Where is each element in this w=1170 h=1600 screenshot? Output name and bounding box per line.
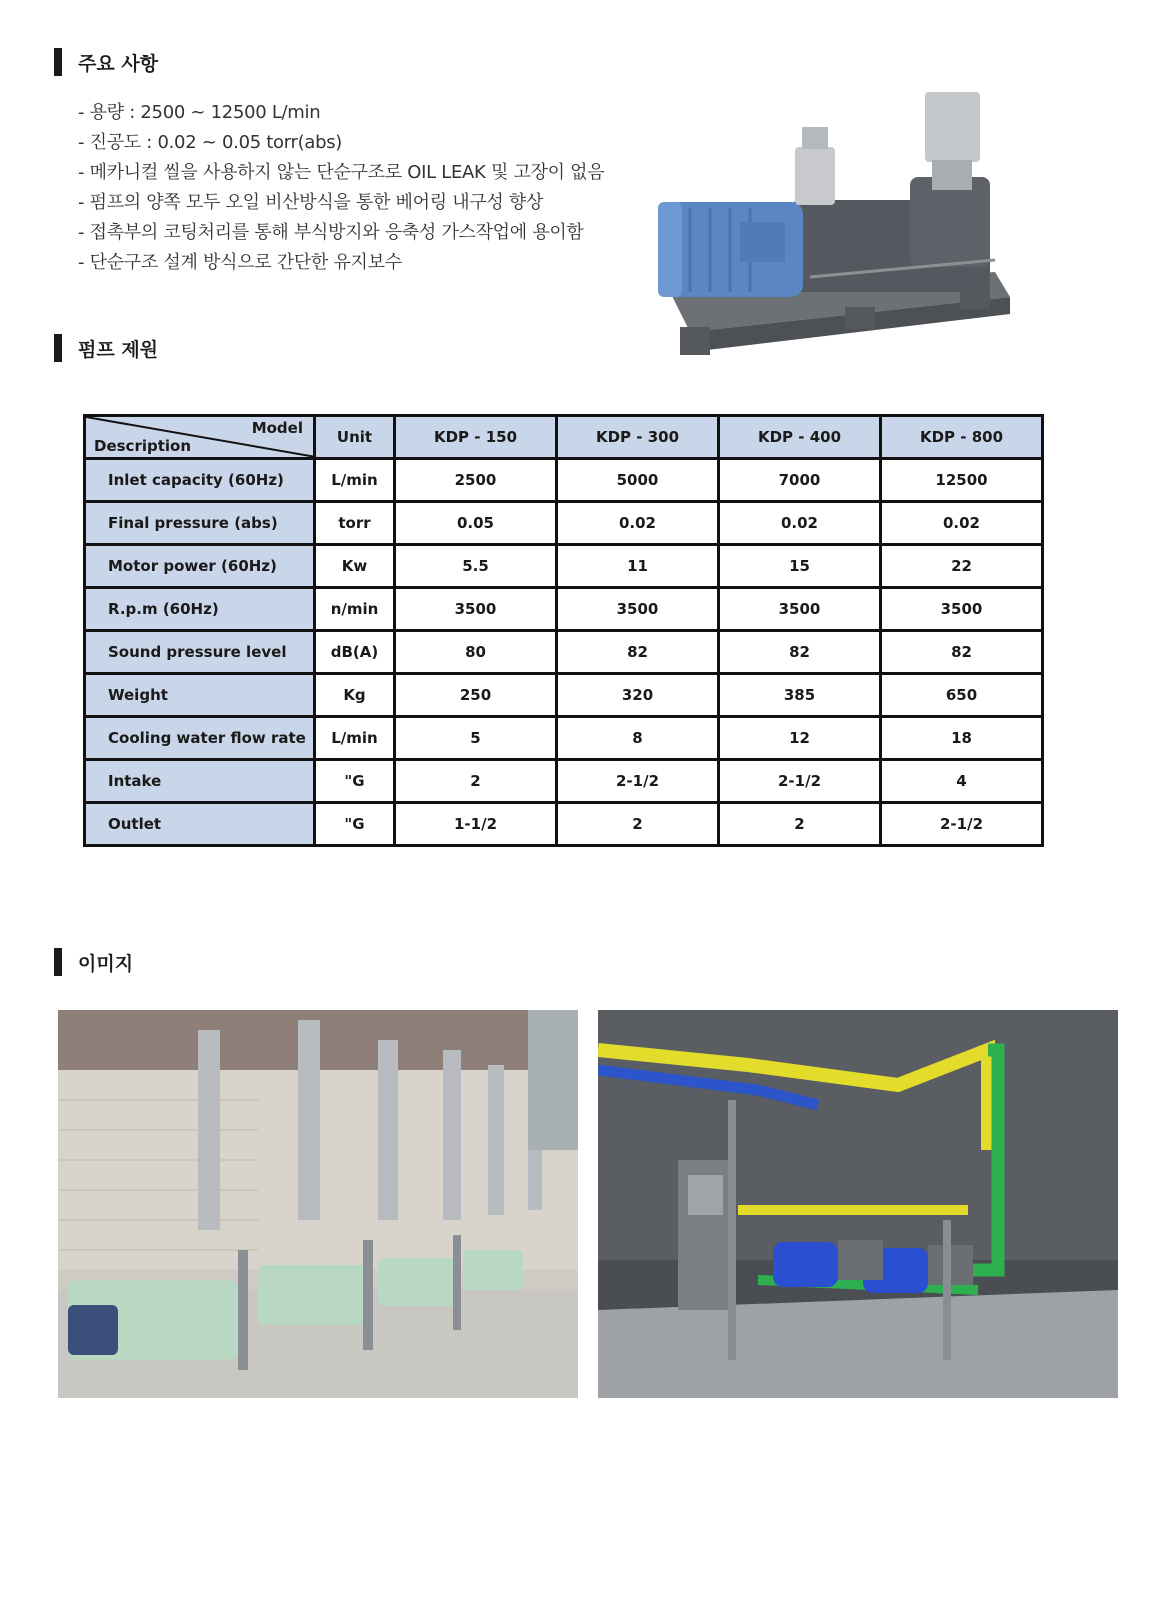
value-cell: 12 bbox=[719, 717, 881, 760]
value-cell: 3500 bbox=[557, 588, 719, 631]
value-cell: 650 bbox=[881, 674, 1043, 717]
row-unit: L/min bbox=[315, 459, 395, 502]
feature-list bbox=[78, 98, 604, 278]
value-cell: 2-1/2 bbox=[557, 760, 719, 803]
model-header: KDP - 300 bbox=[557, 416, 719, 459]
spec-table bbox=[83, 414, 1044, 847]
value-cell: 2 bbox=[557, 803, 719, 846]
value-cell: 5 bbox=[395, 717, 557, 760]
value-cell: 11 bbox=[557, 545, 719, 588]
table-row bbox=[85, 502, 1043, 545]
row-unit: "G bbox=[315, 803, 395, 846]
feature-item: - 접촉부의 코팅처리를 통해 부식방지와 응축성 가스작업에 용이함 bbox=[78, 222, 584, 243]
feature-item: - 용량 : 2500 ~ 12500 L/min bbox=[78, 102, 321, 123]
value-cell: 3500 bbox=[719, 588, 881, 631]
value-cell: 15 bbox=[719, 545, 881, 588]
value-cell: 3500 bbox=[881, 588, 1043, 631]
value-cell: 0.02 bbox=[881, 502, 1043, 545]
row-unit: torr bbox=[315, 502, 395, 545]
row-unit: dB(A) bbox=[315, 631, 395, 674]
feature-item: - 펌프의 양쪽 모두 오일 비산방식을 통한 베어링 내구성 향상 bbox=[78, 192, 544, 213]
heading-bar bbox=[54, 48, 62, 76]
row-description: Cooling water flow rate bbox=[85, 717, 315, 760]
row-description: Final pressure (abs) bbox=[85, 502, 315, 545]
feature-item: - 단순구조 설계 방식으로 간단한 유지보수 bbox=[78, 252, 402, 273]
row-unit: n/min bbox=[315, 588, 395, 631]
heading-bar bbox=[54, 948, 62, 976]
value-cell: 82 bbox=[557, 631, 719, 674]
row-description: Sound pressure level bbox=[85, 631, 315, 674]
table-row bbox=[85, 588, 1043, 631]
value-cell: 2-1/2 bbox=[719, 760, 881, 803]
installation-photo-left bbox=[58, 1010, 578, 1398]
table-row bbox=[85, 803, 1043, 846]
value-cell: 4 bbox=[881, 760, 1043, 803]
row-description: R.p.m (60Hz) bbox=[85, 588, 315, 631]
table-row bbox=[85, 674, 1043, 717]
value-cell: 82 bbox=[719, 631, 881, 674]
value-cell: 7000 bbox=[719, 459, 881, 502]
value-cell: 12500 bbox=[881, 459, 1043, 502]
value-cell: 2 bbox=[719, 803, 881, 846]
value-cell: 2 bbox=[395, 760, 557, 803]
table-row bbox=[85, 545, 1043, 588]
value-cell: 0.05 bbox=[395, 502, 557, 545]
model-header: KDP - 150 bbox=[395, 416, 557, 459]
value-cell: 3500 bbox=[395, 588, 557, 631]
specs-title: 펌프 제원 bbox=[78, 338, 159, 361]
value-cell: 1-1/2 bbox=[395, 803, 557, 846]
images-title: 이미지 bbox=[78, 952, 134, 975]
table-row bbox=[85, 760, 1043, 803]
feature-item: - 메카니컬 씰을 사용하지 않는 단순구조로 OIL LEAK 및 고장이 없음 bbox=[78, 162, 605, 183]
value-cell: 8 bbox=[557, 717, 719, 760]
row-description: Weight bbox=[85, 674, 315, 717]
row-description: Inlet capacity (60Hz) bbox=[85, 459, 315, 502]
row-description: Motor power (60Hz) bbox=[85, 545, 315, 588]
features-title: 주요 사항 bbox=[78, 52, 159, 75]
model-header: KDP - 800 bbox=[881, 416, 1043, 459]
specs-heading bbox=[54, 334, 158, 362]
value-cell: 320 bbox=[557, 674, 719, 717]
pump-product-photo bbox=[650, 82, 1030, 364]
value-cell: 5000 bbox=[557, 459, 719, 502]
heading-bar bbox=[54, 334, 62, 362]
value-cell: 80 bbox=[395, 631, 557, 674]
installation-photo-right bbox=[598, 1010, 1118, 1398]
corner-model-label: Model bbox=[251, 419, 303, 437]
corner-desc-label: Description bbox=[94, 437, 192, 455]
value-cell: 5.5 bbox=[395, 545, 557, 588]
value-cell: 18 bbox=[881, 717, 1043, 760]
value-cell: 385 bbox=[719, 674, 881, 717]
features-heading bbox=[54, 48, 158, 76]
corner-cell bbox=[85, 416, 315, 459]
value-cell: 22 bbox=[881, 545, 1043, 588]
value-cell: 250 bbox=[395, 674, 557, 717]
feature-item: - 진공도 : 0.02 ~ 0.05 torr(abs) bbox=[78, 132, 343, 153]
row-unit: L/min bbox=[315, 717, 395, 760]
spec-table-body bbox=[85, 459, 1043, 846]
value-cell: 82 bbox=[881, 631, 1043, 674]
table-row bbox=[85, 459, 1043, 502]
value-cell: 0.02 bbox=[719, 502, 881, 545]
row-unit: Kw bbox=[315, 545, 395, 588]
table-row bbox=[85, 717, 1043, 760]
value-cell: 0.02 bbox=[557, 502, 719, 545]
row-description: Intake bbox=[85, 760, 315, 803]
model-header: KDP - 400 bbox=[719, 416, 881, 459]
row-description: Outlet bbox=[85, 803, 315, 846]
table-row bbox=[85, 631, 1043, 674]
table-header-row bbox=[85, 416, 1043, 459]
unit-header: Unit bbox=[315, 416, 395, 459]
row-unit: Kg bbox=[315, 674, 395, 717]
images-heading bbox=[54, 948, 133, 976]
value-cell: 2500 bbox=[395, 459, 557, 502]
value-cell: 2-1/2 bbox=[881, 803, 1043, 846]
row-unit: "G bbox=[315, 760, 395, 803]
